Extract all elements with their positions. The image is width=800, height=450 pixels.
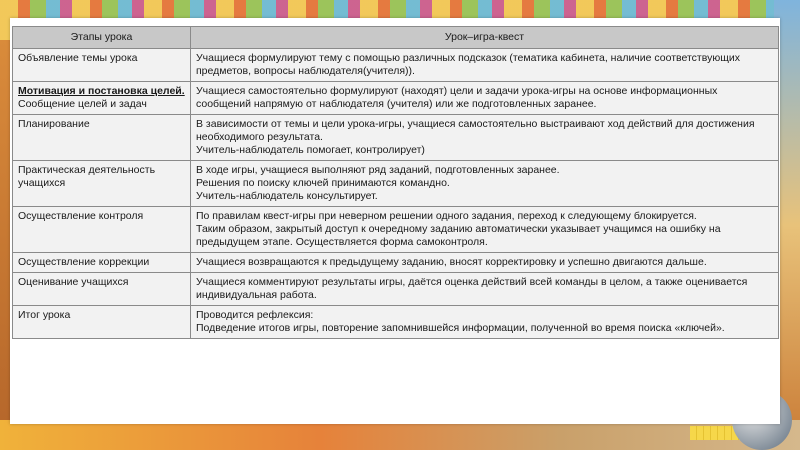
stage-cell [13, 207, 191, 253]
description-cell [191, 273, 779, 306]
description-text: Учитель-наблюдатель помогает, контролирует) [196, 144, 425, 156]
table-row [13, 82, 779, 115]
description-cell [191, 253, 779, 273]
description-text: В ходе игры, учащиеся выполняют ряд заданий, подготовленных заранее. [196, 164, 560, 176]
table-row [13, 49, 779, 82]
stage-text: Оценивание учащихся [18, 276, 129, 288]
description-text: Подведение итогов игры, повторение запомнившейся информации, полученной во время поиска «ключей». [196, 322, 725, 334]
description-text: Таким образом, закрытый доступ к очередному заданию автоматически указывает учащимся на ошибку на предыдущем этапе. Осуществляется форма самоконтроля. [196, 223, 721, 248]
stage-cell [13, 82, 191, 115]
description-cell [191, 82, 779, 115]
description-cell [191, 161, 779, 207]
description-cell [191, 115, 779, 161]
description-text: Учащиеся возвращаются к предыдущему заданию, вносят корректировку и успешно двигаются дальше. [196, 256, 707, 268]
stage-text: Сообщение целей и задач [18, 98, 147, 110]
table-row [13, 115, 779, 161]
stage-text: Итог урока [18, 309, 71, 321]
lesson-stages-table [12, 26, 779, 339]
description-text: Учитель-наблюдатель консультирует. [196, 190, 378, 202]
stage-cell [13, 253, 191, 273]
header-stages: Этапы урока [13, 27, 191, 49]
description-text: Учащиеся комментируют результаты игры, даётся оценка действий всей команды в целом, а также оценивается индивидуальная работа. [196, 276, 748, 301]
table-row [13, 161, 779, 207]
header-lesson-quest: Урок–игра-квест [191, 27, 779, 49]
description-text: По правилам квест-игры при неверном решении одного задания, переход к следующему блокируется. [196, 210, 697, 222]
description-text: Проводится рефлексия: [196, 309, 314, 321]
description-text: Учащиеся самостоятельно формулируют (находят) цели и задачи урока-игры на основе информационных сообщений напрямую от наблюдателя (учителя) или же подготовленных заранее. [196, 85, 718, 110]
stage-text: Планирование [18, 118, 90, 130]
stage-text: Осуществление коррекции [18, 256, 150, 268]
stage-text: Объявление темы урока [18, 52, 138, 64]
decorative-bottom-objects [0, 420, 800, 450]
stage-cell [13, 49, 191, 82]
description-text: Учащиеся формулируют тему с помощью различных подсказок (тематика кабинета, наличие соответствующих предметов, вопросы наблюдателя(учителя)). [196, 52, 740, 77]
description-cell [191, 306, 779, 339]
table-header-row [13, 27, 779, 49]
description-cell [191, 49, 779, 82]
description-text: Решения по поиску ключей принимаются командно. [196, 177, 450, 189]
table-row [13, 207, 779, 253]
stage-title-bold: Мотивация и постановка целей. [18, 85, 185, 97]
stage-text: Практическая деятельность учащихся [18, 164, 156, 189]
content-panel [10, 18, 780, 424]
table-row [13, 253, 779, 273]
stage-cell [13, 161, 191, 207]
description-text: В зависимости от темы и цели урока-игры, учащиеся самостоятельно выстраивают ход действий для достижения необходимого результата. [196, 118, 755, 143]
stage-cell [13, 306, 191, 339]
stage-cell [13, 273, 191, 306]
stage-cell [13, 115, 191, 161]
stage-text: Осуществление контроля [18, 210, 144, 222]
table-row [13, 306, 779, 339]
table-row [13, 273, 779, 306]
description-cell [191, 207, 779, 253]
